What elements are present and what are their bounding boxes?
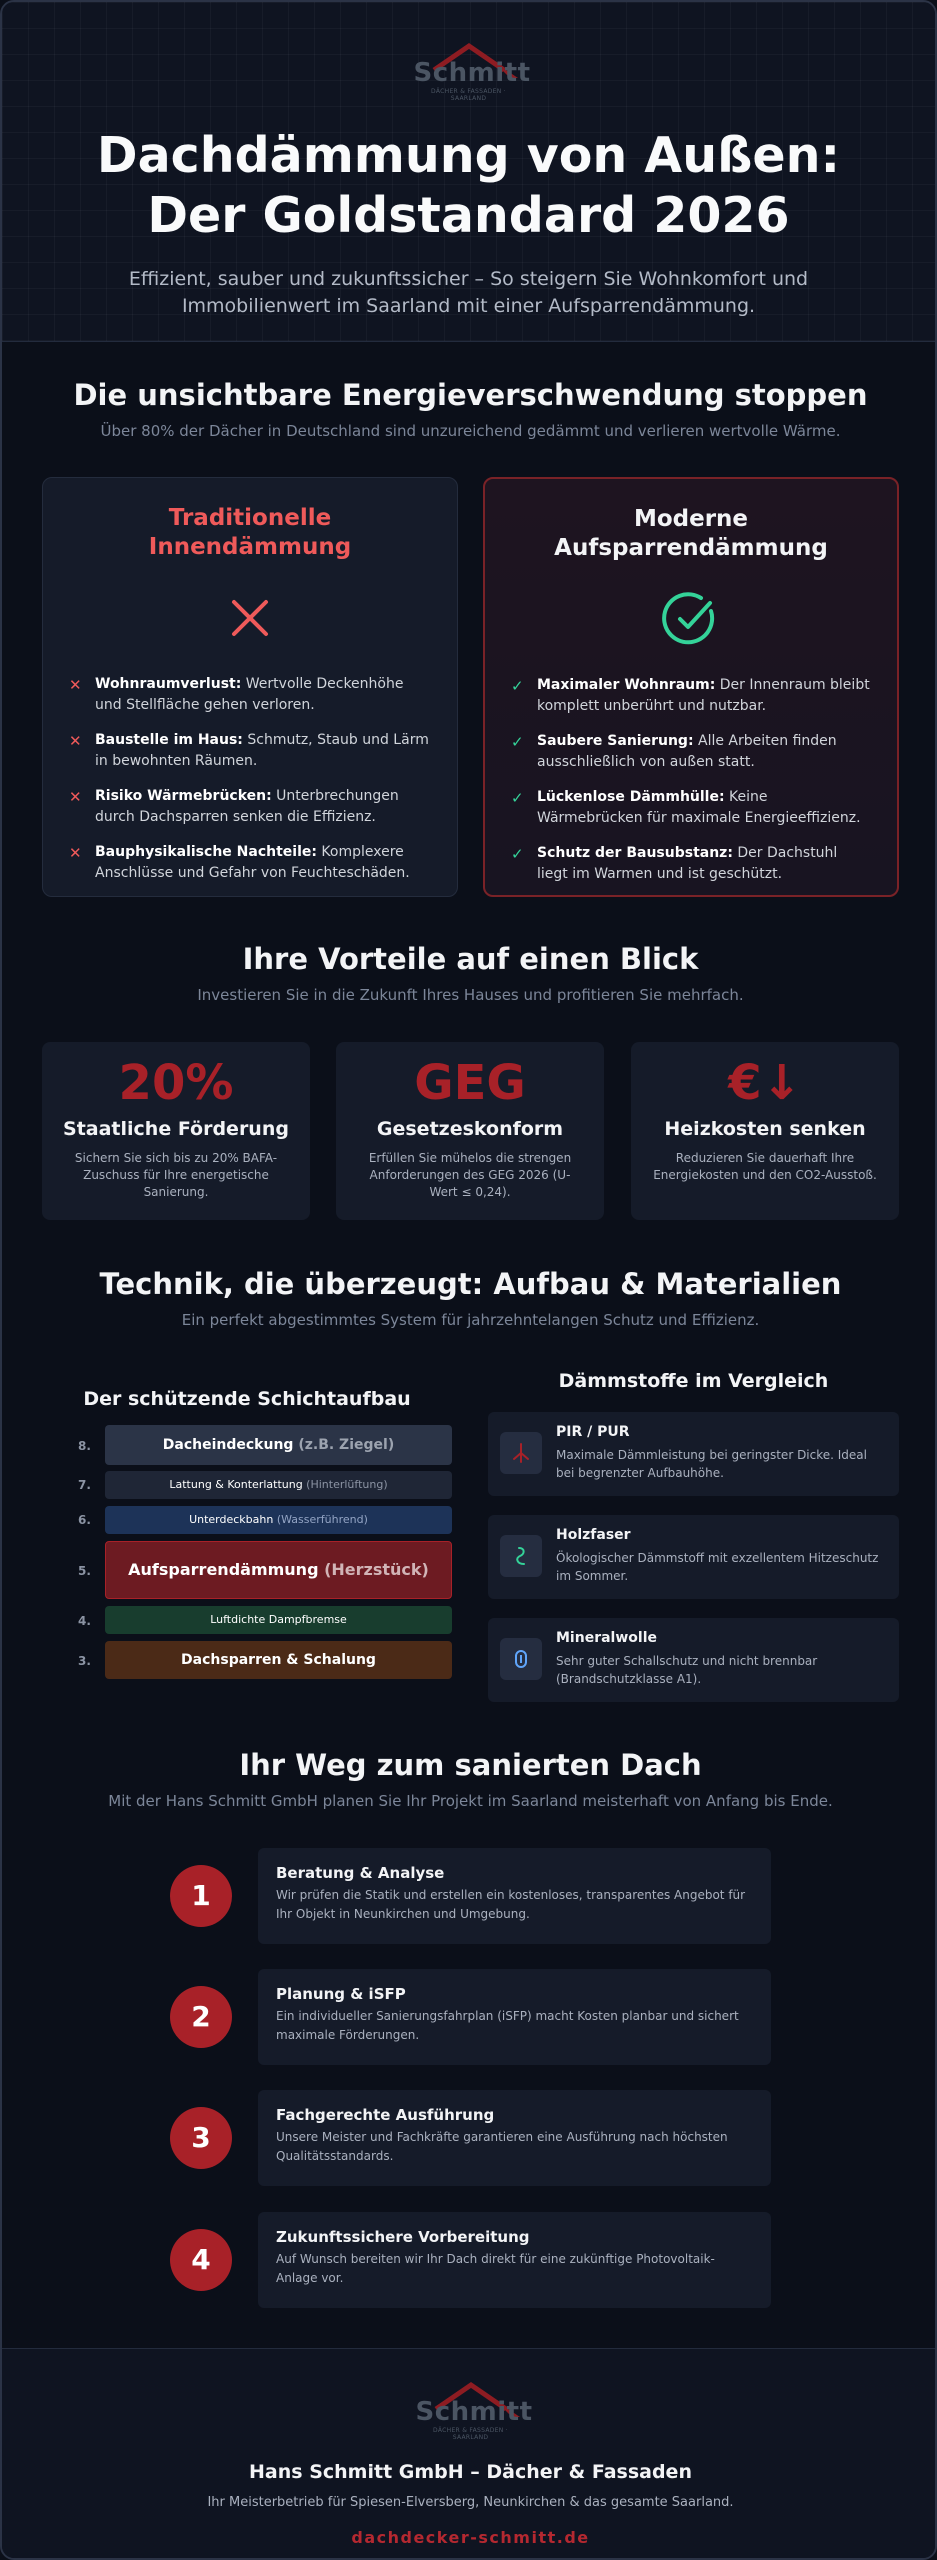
step-number: 2 [170,1986,232,2048]
material-card-mineralwool [488,1618,899,1702]
layers-title: Der schützende Schichtaufbau [83,1388,411,1410]
layer-rafters: Dachsparren & Schalung [105,1641,452,1679]
layer-rafter-insulation: Aufsparrendämmung (Herzstück) [105,1541,452,1599]
material-card-woodfiber [488,1515,899,1599]
check-icon: ✓ [511,845,524,863]
advantage-cards [42,1042,899,1220]
check-icon: ✓ [511,677,524,695]
x-icon: ✕ [69,676,82,694]
waste-section-header [2,378,937,440]
leaf-icon [500,1535,542,1577]
step-text: Wir prüfen die Statik und erstellen ein kostenloses, transparentes Angebot für Ihr Objekt in Neunkirchen und Umgebung. [276,1888,746,1921]
advantage-figure: €↓ [728,1055,802,1111]
logo-subline: DÄCHER & FASSADEN · SAARLAND [433,2427,508,2441]
x-icon: ✕ [69,788,82,806]
check-icon: ✓ [511,733,524,751]
materials-title: Dämmstoffe im Vergleich [558,1370,829,1392]
section-title: Technik, die überzeugt: Aufbau & Materialien [99,1267,842,1301]
layer-number: 6. [78,1513,91,1527]
layer-roof-covering: Dacheindeckung (z.B. Ziegel) [105,1425,452,1465]
layer-underlay: Unterdeckbahn (Wasserführend) [105,1506,452,1534]
x-icon: ✕ [69,732,82,750]
material-title: Holzfaser [556,1527,631,1543]
advantages-header [2,942,937,1004]
step-number: 1 [170,1865,232,1927]
advantage-card-funding [42,1042,310,1220]
step-card [258,2212,771,2308]
card-title: Moderne Aufsparrendämmung [554,506,828,561]
material-title: Mineralwolle [556,1630,657,1646]
material-text: Ökologischer Dämmstoff mit exzellentem Hitzeschutz im Sommer. [556,1551,879,1583]
section-subtitle: Investieren Sie in die Zukunft Ihres Hauses und profitieren Sie mehrfach. [197,986,744,1004]
step-card [258,1848,771,1944]
card-title: Traditionelle Innendämmung [148,505,352,560]
technik-header [2,1267,937,1329]
step-title: Beratung & Analyse [276,1864,445,1882]
list-item: ✕ Wohnraumverlust: Wertvolle Deckenhöhe und Stellfläche gehen verloren. [69,676,404,713]
layer-number: 3. [78,1654,91,1668]
step-number: 4 [170,2229,232,2291]
step-card [258,2090,771,2186]
section-subtitle: Über 80% der Dächer in Deutschland sind unzureichend gedämmt und verlieren wertvolle Wärme. [100,422,841,440]
comparison [42,477,899,897]
advantage-text: Sichern Sie sich bis zu 20% BAFA-Zuschuss für Ihre energetische Sanierung. [74,1151,278,1199]
list-item: ✓ Maximaler Wohnraum: Der Innenraum bleibt komplett unberührt und nutzbar. [511,677,870,714]
step-title: Zukunftssichere Vorbereitung [276,2228,530,2246]
page-subtitle: Effizient, sauber und zukunftssicher – So steigern Sie Wohnkomfort und Immobilienwert im Saarland mit einer Aufsparrendämmung. [128,268,809,317]
step-text: Unsere Meister und Fachkräfte garantieren eine Ausführung nach höchsten Qualitätsstandards. [276,2130,728,2163]
hero [2,2,935,342]
logo-word: Schmitt [415,2397,533,2427]
shield-icon [500,1638,542,1680]
step-title: Fachgerechte Ausführung [276,2106,495,2124]
section-subtitle: Ein perfekt abgestimmtes System für jahrzehntelangen Schutz und Effizienz. [181,1311,760,1329]
page-title: Dachdämmung von Außen: Der Goldstandard 2026 [96,127,841,244]
step-text: Auf Wunsch bereiten wir Ihr Dach direkt für eine zukünftige Photovoltaik-Anlage vor. [276,2252,715,2285]
advantage-card-geg [336,1042,604,1220]
advantage-text: Reduzieren Sie dauerhaft Ihre Energiekosten und den CO2-Ausstoß. [653,1151,877,1182]
layer-number: 5. [78,1564,91,1578]
layer-vapour-barrier: Luftdichte Dampfbremse [105,1606,452,1634]
layer-number: 7. [78,1478,91,1492]
section-title: Ihre Vorteile auf einen Blick [242,942,699,976]
step-title: Planung & iSFP [276,1985,406,2003]
step-number: 3 [170,2107,232,2169]
card-exterior-insulation [483,477,899,897]
advantage-card-heating [631,1042,899,1220]
advantage-figure: GEG [414,1055,526,1111]
list-item: ✓ Saubere Sanierung: Alle Arbeiten finden ausschließlich von außen statt. [511,733,837,770]
list-item: ✓ Schutz der Bausubstanz: Der Dachstuhl liegt im Warmen und ist geschützt. [511,845,838,882]
company-logo [413,40,531,102]
check-icon: ✓ [511,789,524,807]
x-icon [220,588,280,648]
section-title: Die unsichtbare Energieverschwendung stoppen [73,378,868,412]
card-interior-insulation [42,477,458,897]
company-logo [415,2379,533,2441]
layer-number: 4. [78,1614,91,1628]
steps-header [2,1748,937,1810]
advantage-title: Staatliche Förderung [63,1118,289,1140]
step-text: Ein individueller Sanierungsfahrplan (iSFP) macht Kosten planbar und sichert maximale Förderungen. [276,2009,739,2042]
material-text: Sehr guter Schallschutz und nicht brennbar (Brandschutzklasse A1). [556,1654,818,1686]
material-title: PIR / PUR [556,1424,630,1440]
company-tagline: Ihr Meisterbetrieb für Spiesen-Elversberg, Neunkirchen & das gesamte Saarland. [207,2495,734,2510]
layer-battens: Lattung & Konterlattung (Hinterlüftung) [105,1471,452,1499]
advantage-title: Gesetzeskonform [376,1118,564,1140]
list-item: ✕ Baustelle im Haus: Schmutz, Staub und Lärm in bewohnten Räumen. [69,732,429,769]
advantage-figure: 20% [118,1055,234,1111]
footer [2,2348,937,2560]
section-title: Ihr Weg zum sanierten Dach [239,1748,702,1782]
x-icon: ✕ [69,844,82,862]
flame-resistant-icon [500,1432,542,1474]
list-item: ✕ Bauphysikalische Nachteile: Komplexere Anschlüsse und Gefahr von Feuchteschäden. [69,844,410,881]
website-link[interactable]: dachdecker-schmitt.de [351,2528,590,2547]
layer-number: 8. [78,1439,91,1453]
company-name: Hans Schmitt GmbH – Dächer & Fassaden [249,2461,692,2483]
disadvantage-list [69,674,431,884]
list-item: ✓ Lückenlose Dämmhülle: Keine Wärmebrücken für maximale Energieeffizienz. [511,789,861,826]
material-text: Maximale Dämmleistung bei geringster Dicke. Ideal bei begrenzter Aufbauhöhe. [556,1448,867,1480]
section-subtitle: Mit der Hans Schmitt GmbH planen Sie Ihr Projekt im Saarland meisterhaft von Anfang bis Ende. [108,1792,833,1810]
advantage-title: Heizkosten senken [664,1118,866,1140]
logo-subline: DÄCHER & FASSADEN · SAARLAND [431,88,506,102]
advantage-text: Erfüllen Sie mühelos die strengen Anforderungen des GEG 2026 (U-Wert ≤ 0,24). [368,1151,572,1199]
logo-word: Schmitt [413,58,531,88]
advantage-list [511,675,871,885]
check-circle-icon [661,589,721,649]
material-card-pir [488,1412,899,1496]
list-item: ✕ Risiko Wärmebrücken: Unterbrechungen durch Dachsparren senken die Effizienz. [69,788,399,825]
step-card [258,1969,771,2065]
